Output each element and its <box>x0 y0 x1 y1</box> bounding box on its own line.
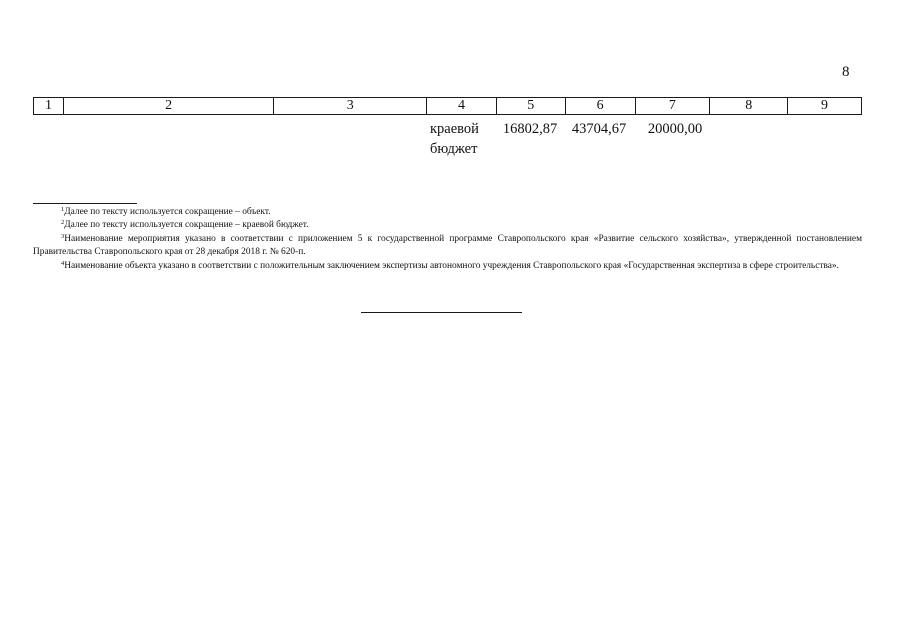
footnote-3 <box>33 233 862 260</box>
column-header-7: 7 <box>636 98 711 114</box>
column-header-2: 2 <box>64 98 274 114</box>
value-cell-col5: 16802,87 <box>502 121 558 137</box>
column-header-4: 4 <box>427 98 497 114</box>
budget-type-line2: бюджет <box>430 141 478 157</box>
page-number: 8 <box>842 64 850 80</box>
footnotes <box>33 206 862 273</box>
footnote-text-3: Наименование мероприятия указано в соответствии с приложением 5 к государственной программе Ставропольского края «Развитие сельского хозяйства», утвержденной постановлением Правительства Ставропольского края от 28 декабря 2018 г. № 620-п. <box>33 233 862 258</box>
footnote-separator <box>33 203 137 204</box>
column-header-3: 3 <box>274 98 427 114</box>
footnote-mark-1: 1 <box>61 206 65 213</box>
table-header-row <box>33 97 862 115</box>
footnote-2 <box>33 219 862 232</box>
footnote-text-1: Далее по тексту используется сокращение – объект. <box>64 207 271 217</box>
value-cell-col6: 43704,67 <box>571 121 627 137</box>
footnote-mark-4: 4 <box>61 259 65 267</box>
document-end-line <box>361 312 522 313</box>
budget-type-cell <box>430 119 490 159</box>
column-header-6: 6 <box>566 98 636 114</box>
footnote-mark-2: 2 <box>61 219 65 227</box>
column-header-1: 1 <box>34 98 64 114</box>
footnote-1 <box>33 206 862 219</box>
footnote-text-2: Далее по тексту используется сокращение – краевой бюджет. <box>64 220 309 231</box>
footnote-text-4: Наименование объекта указано в соответствии с положительным заключением экспертизы автономного учреждения Ставропольского края «Государственная экспертиза в сфере строительства». <box>64 260 839 271</box>
value-cell-col7: 20000,00 <box>647 121 703 137</box>
column-header-9: 9 <box>821 98 829 113</box>
column-header-8: 8 <box>710 98 788 114</box>
budget-type-line1: краевой <box>430 121 479 137</box>
footnote-mark-3: 3 <box>61 232 65 240</box>
column-header-5: 5 <box>497 98 566 114</box>
footnote-4 <box>33 260 862 273</box>
